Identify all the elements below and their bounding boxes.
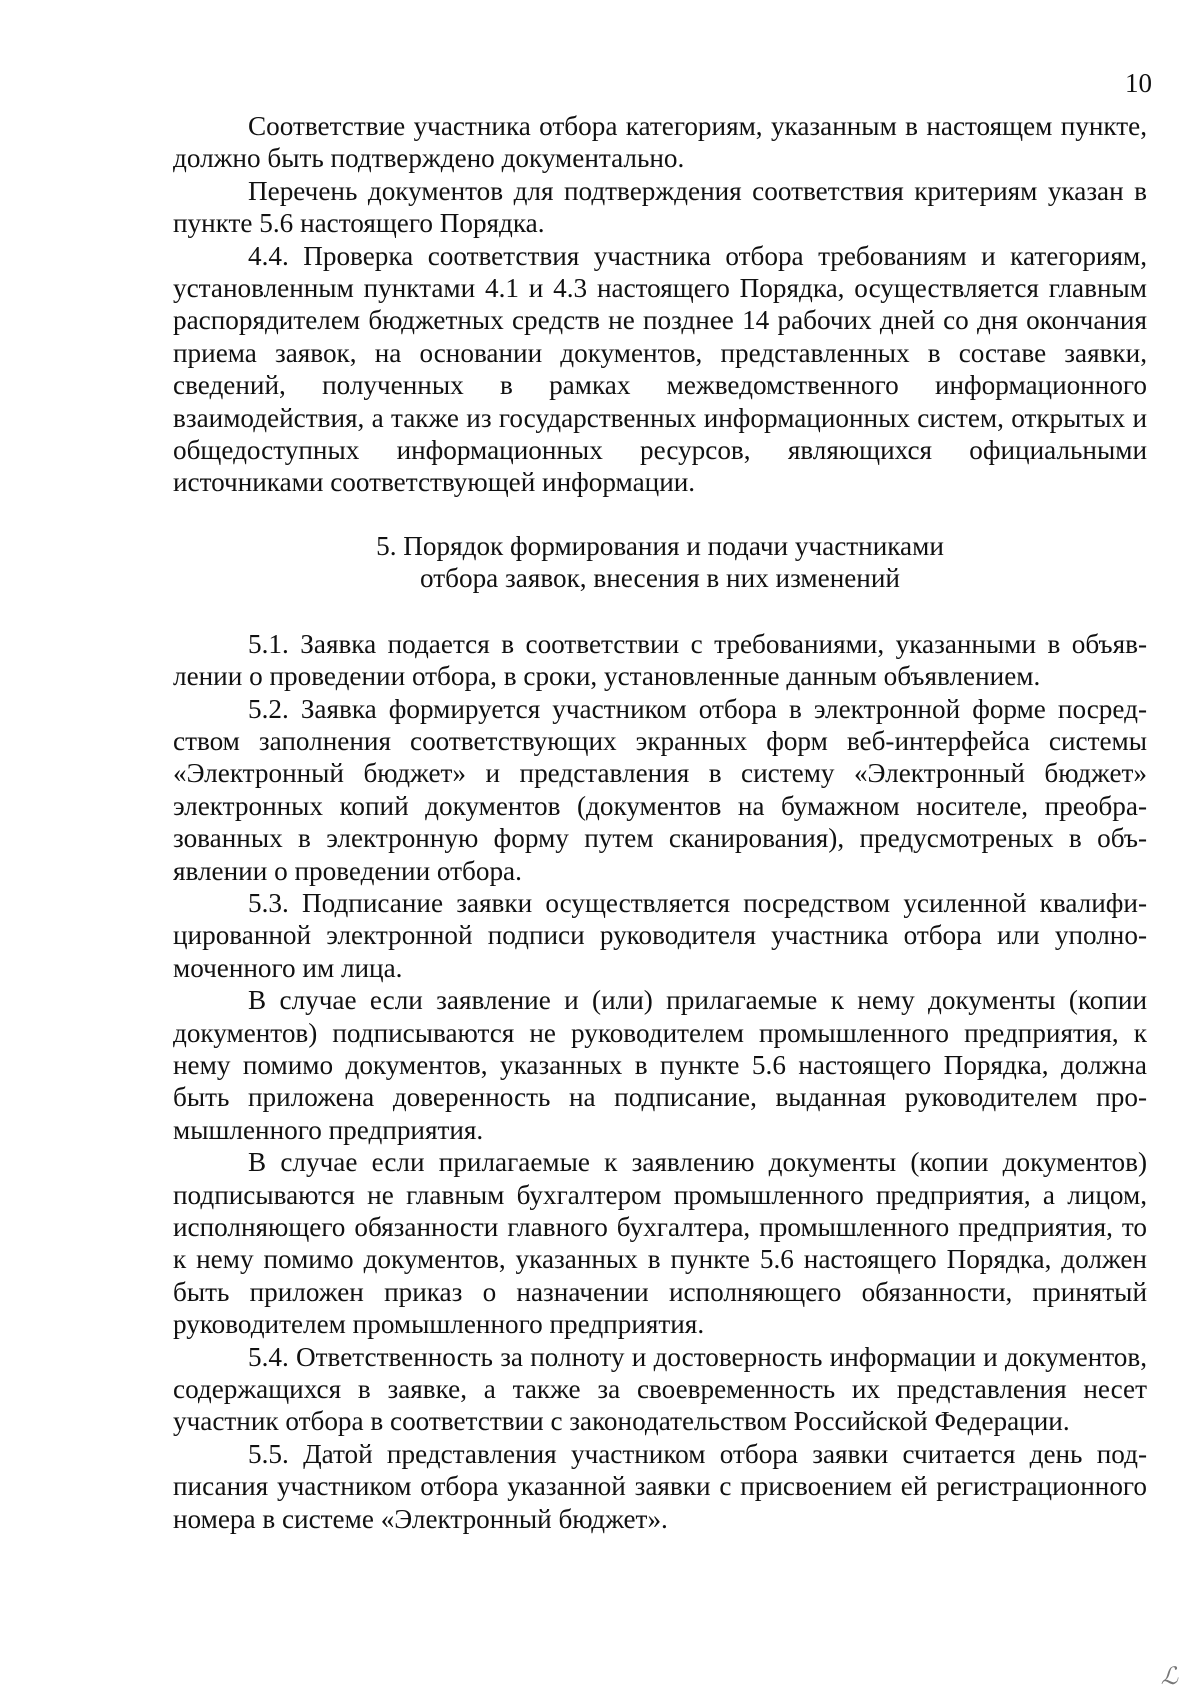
paragraph-category-confirmation: Соответствие участника отбора категориям, указанным в настоящем пункте, должно быть подтверждено документально. xyxy=(173,111,1147,174)
page-number: 10 xyxy=(1125,68,1152,98)
paragraph-5-1: 5.1. Заявка подается в соответствии с требованиями, указанными в объявлении о проведении отбора, в сроки, установленные данным объявлением. xyxy=(173,628,1147,692)
document-body xyxy=(173,110,1147,1535)
corner-handwritten-mark: ℒ xyxy=(1160,1664,1178,1690)
paragraph-chief-accountant: В случае если прилагаемые к заявлению документы (копии документов) подписываются не главным бухгалтером промышленного предприятия, а лицом, исполняющего обязанности главного бухгалтера, промышленного предприятия, то к нему помимо документов, указанных в пункте 5.6 настоящего Порядка, должен быть приложен приказ о назначении исполняющего обязанности, принятый руководителем промышленного предприятия. xyxy=(173,1147,1147,1340)
paragraph-5-4: 5.4. Ответственность за полноту и достоверность информации и документов, содержащихся в заявке, а также за своевременность их представления несет участник отбора в соответствии с законодательством Российской Федерации. xyxy=(173,1341,1147,1437)
paragraph-signature-power-of-attorney: В случае если заявление и (или) прилагаемые к нему документы (копии документов) подписываются не руководителем промышленного предприятия, к нему помимо документов, указанных в пункте 5.6 настоящего Порядка, должна быть приложена доверенность на подписание, выданная руководителем промышленного предприятия. xyxy=(173,985,1147,1145)
paragraph-5-3: 5.3. Подписание заявки осуществляется посредством усиленной квалифицированной электронной подписи руководителя участника отбора или уполномоченного им лица. xyxy=(173,887,1147,983)
section-5-heading-line-2: отбора заявок, внесения в них изменений xyxy=(420,563,900,594)
paragraph-document-list: Перечень документов для подтверждения соответствия критериям указан в пункте 5.6 настоящего Порядка. xyxy=(173,175,1147,239)
paragraph-5-2: 5.2. Заявка формируется участником отбора в электронной форме посредством заполнения соответствующих экранных форм веб-интерфейса системы «Электронный бюджет» и представления в систему «Электронный бюджет» электронных копий документов (документов на бумажном носителе, преобразованных в электронную форму путем сканирования), предусмотреных в объявлении о проведении отбора. xyxy=(173,693,1147,886)
paragraph-4-4: 4.4. Проверка соответствия участника отбора требованиям и категориям, установленным пунктами 4.1 и 4.3 настоящего Порядка, осуществляется главным распорядителем бюджетных средств не позднее 14 рабочих дней со дня окончания приема заявок, на основании документов, представленных в составе заявки, сведений, полученных в рамках межведомственного информационного взаимодействия, а также из государственных информационных систем, открытых и общедоступных информационных ресурсов, являющихся официальными источниками соответствующей информации. xyxy=(173,240,1147,498)
section-5-heading-line-1: 5. Порядок формирования и подачи участниками xyxy=(376,530,944,561)
section-5-heading xyxy=(173,530,1147,595)
paragraph-5-5: 5.5. Датой представления участником отбора заявки считается день подписания участником отбора указанной заявки с присвоением ей регистрационного номера в системе «Электронный бюджет». xyxy=(173,1438,1147,1534)
